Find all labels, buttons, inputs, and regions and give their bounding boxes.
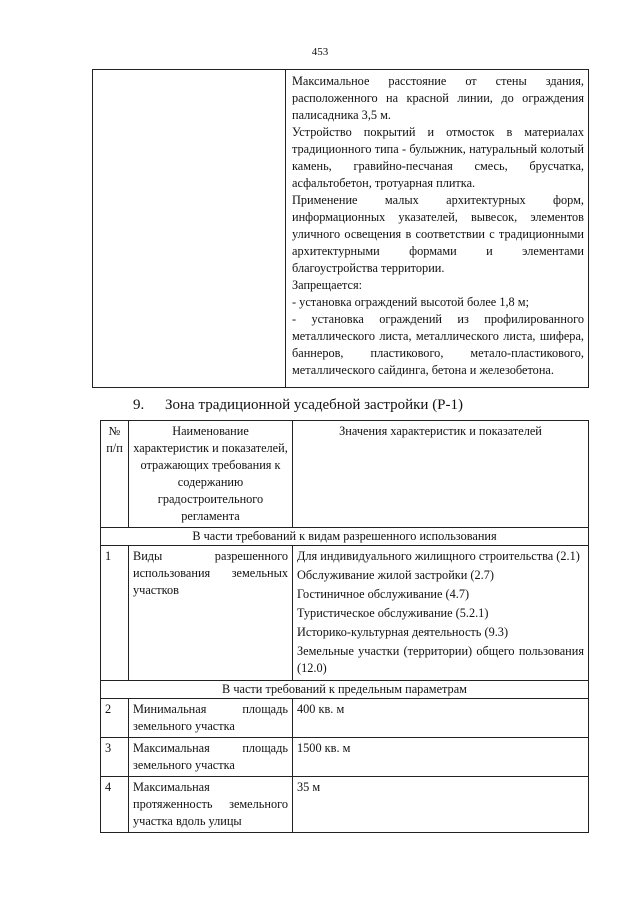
paragraph-coverings: Устройство покрытий и отмосток в материалах традиционного типа - булыжник, натуральный колотый камень, гравийно-песчаная смесь, брусчатка, асфальтобетон, тротуарная плитка. — [292, 125, 584, 190]
paragraph-small-forms: Применение малых архитектурных форм, информационных указателей, вывесок, элементов уличного освещения в соответствии с традиционными архитектурными формами и элементами благоустройства территории. — [292, 193, 584, 275]
continuation-cell — [292, 73, 584, 379]
value-line: Историко-культурная деятельность (9.3) — [297, 625, 509, 639]
header-values: Значения характеристик и показателей — [293, 421, 589, 528]
row2-num: 2 — [101, 699, 129, 738]
row4-value: 35 м — [293, 777, 589, 833]
row3-num: 3 — [101, 738, 129, 777]
value-line: Земельные участки (территории) общего пользования (12.0) — [297, 644, 584, 675]
section-limits: В части требований к предельным параметрам — [101, 681, 589, 699]
paragraph-fence-height: - установка ограждений высотой более 1,8 м; — [292, 295, 529, 309]
row1-values — [293, 546, 589, 681]
table-row — [101, 699, 589, 738]
paragraph-fence-materials: - установка ограждений из профилированного металлического листа, металлического листа, шифера, баннеров, пластикового, метало-пластикового, металлического сайдинга, бетона и железобетона. — [292, 312, 584, 377]
paragraph-prohibited-title: Запрещается: — [292, 278, 363, 292]
section-row-permitted-use — [101, 528, 589, 546]
section-permitted-use: В части требований к видам разрешенного использования — [101, 528, 589, 546]
table-row — [101, 777, 589, 833]
value-line: Гостиничное обслуживание (4.7) — [297, 587, 470, 601]
column-divider — [285, 70, 286, 387]
section-heading — [133, 397, 463, 414]
row2-value: 400 кв. м — [293, 699, 589, 738]
continuation-table — [92, 69, 589, 388]
section-title: Зона традиционной усадебной застройки (Р-1) — [165, 397, 464, 413]
table-row — [101, 738, 589, 777]
header-name: Наименование характеристик и показателей, отражающих требования к содержанию градостроительного регламента — [129, 421, 293, 528]
value-line: Туристическое обслуживание (5.2.1) — [297, 606, 489, 620]
zone-parameters-table — [100, 420, 589, 833]
header-num: № п/п — [101, 421, 129, 528]
paragraph-red-line-distance: Максимальное расстояние от стены здания, расположенного на красной линии, до ограждения палисадника 3,5 м. — [292, 74, 584, 122]
row3-value: 1500 кв. м — [293, 738, 589, 777]
row1-num: 1 — [101, 546, 129, 681]
value-line: Обслуживание жилой застройки (2.7) — [297, 568, 494, 582]
section-number: 9. — [133, 397, 145, 413]
page-number: 453 — [311, 46, 329, 58]
table-header-row — [101, 421, 589, 528]
row4-name: Максимальная протяженность земельного участка вдоль улицы — [129, 777, 293, 833]
row3-name: Максимальная площадь земельного участка — [129, 738, 293, 777]
row2-name: Минимальная площадь земельного участка — [129, 699, 293, 738]
row4-num: 4 — [101, 777, 129, 833]
table-row — [101, 546, 589, 681]
row1-name: Виды разрешенного использования земельных участков — [129, 546, 293, 681]
section-row-limits — [101, 681, 589, 699]
value-line: Для индивидуального жилищного строительства (2.1) — [297, 549, 580, 563]
